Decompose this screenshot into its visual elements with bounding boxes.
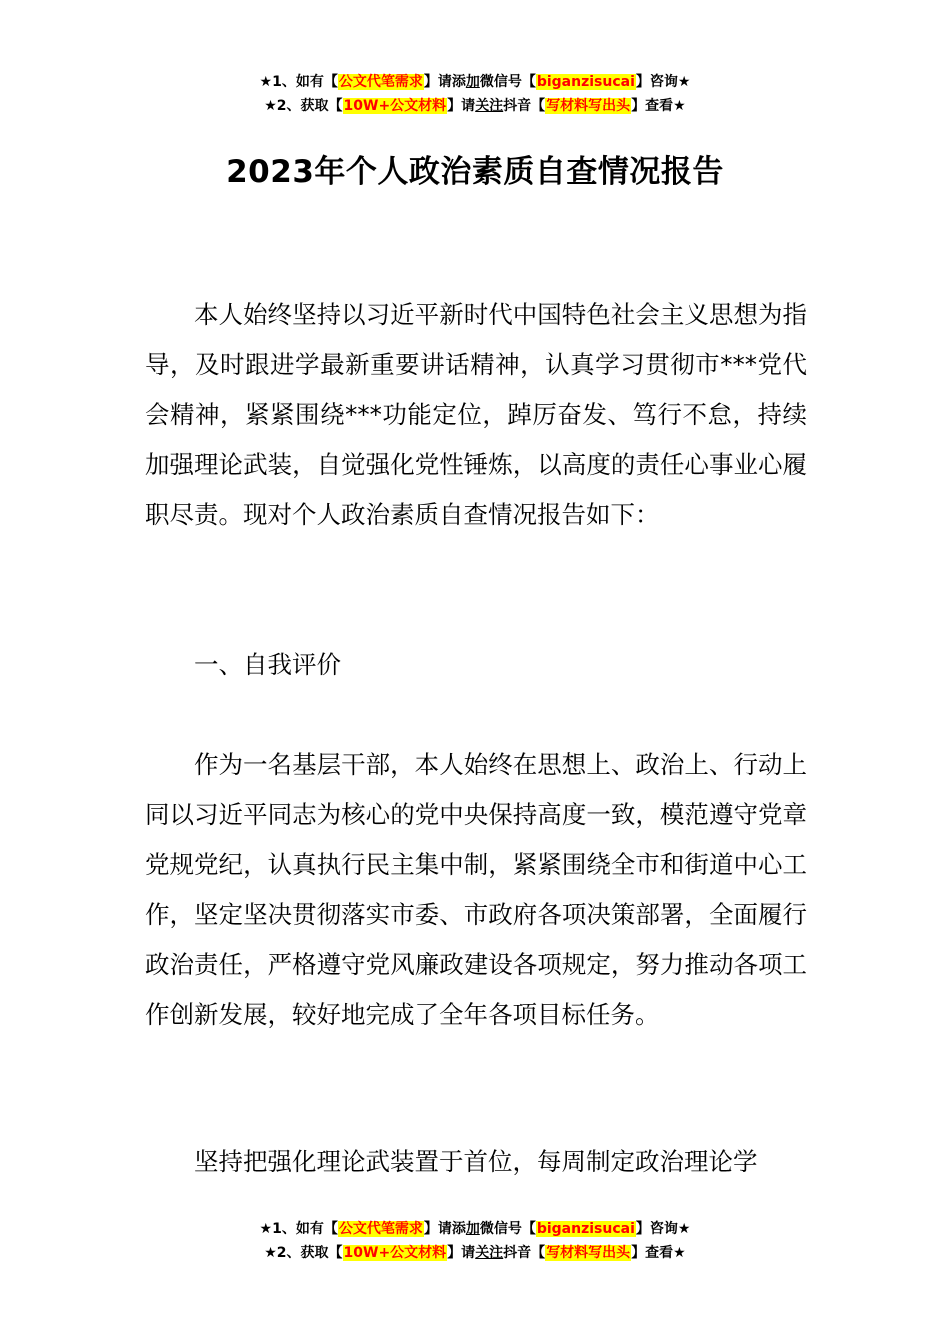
banner-highlight: 10W+公文材料 <box>343 98 447 114</box>
banner-text: 】请添 <box>423 1221 466 1237</box>
banner-underlined-text: 关注 <box>475 98 504 114</box>
document-title: 2023年个人政治素质自查情况报告 <box>226 154 724 190</box>
banner-highlight: biganzisucai <box>536 1221 635 1237</box>
banner-highlight: 10W+公文材料 <box>343 1245 447 1261</box>
banner-highlight: 公文代笔需求 <box>338 74 423 90</box>
banner-underlined-text: 关注 <box>475 1245 504 1261</box>
banner-text: ★1、如有【 <box>259 74 338 90</box>
banner-text: 抖音【 <box>503 1245 546 1261</box>
banner-highlight: biganzisucai <box>536 74 635 90</box>
banner-line-2 <box>0 94 950 118</box>
banner-text: 】请 <box>447 98 476 114</box>
banner-text: 微信号【 <box>479 74 536 90</box>
banner-highlight: 公文代笔需求 <box>338 1221 423 1237</box>
banner-text: 】查看★ <box>631 98 686 114</box>
banner-text: ★1、如有【 <box>259 1221 338 1237</box>
banner-underlined-text: 加 <box>465 74 480 90</box>
banner-highlight: 写材料写出头 <box>546 1245 631 1261</box>
header-banner <box>0 70 950 118</box>
paragraph-intro: 本人始终坚持以习近平新时代中国特色社会主义思想为指导，及时跟进学最新重要讲话精神，认真学习贯彻市***党代会精神，紧紧围绕***功能定位，踔厉奋发、笃行不怠，持续加强理论武装，自觉强化党性锤炼，以高度的责任心事业心履职尽责。现对个人政治素质自查情况报告如下： <box>145 300 807 529</box>
banner-text: 】查看★ <box>631 1245 686 1261</box>
banner-line-1 <box>0 70 950 94</box>
banner-line-1 <box>0 1217 950 1241</box>
banner-text: 】请添 <box>423 74 466 90</box>
paragraph-self-evaluation: 作为一名基层干部，本人始终在思想上、政治上、行动上同以习近平同志为核心的党中央保持高度一致，模范遵守党章党规党纪，认真执行民主集中制，紧紧围绕全市和街道中心工作，坚定坚决贯彻落实市委、市政府各项决策部署，全面履行政治责任，严格遵守党风廉政建设各项规定，努力推动各项工作创新发展，较好地完成了全年各项目标任务。 <box>145 750 807 1029</box>
banner-text: 微信号【 <box>479 1221 536 1237</box>
banner-highlight: 写材料写出头 <box>546 98 631 114</box>
banner-underlined-text: 加 <box>465 1221 480 1237</box>
banner-line-2 <box>0 1241 950 1265</box>
banner-text: 抖音【 <box>503 98 546 114</box>
footer-banner <box>0 1217 950 1265</box>
banner-text: 】咨询★ <box>635 74 691 90</box>
banner-text: ★2、获取【 <box>264 1245 343 1261</box>
banner-text: ★2、获取【 <box>264 98 343 114</box>
section-heading-self-evaluation: 一、自我评价 <box>194 650 341 679</box>
paragraph-theory: 坚持把强化理论武装置于首位，每周制定政治理论学 <box>194 1147 758 1176</box>
banner-text: 】请 <box>447 1245 476 1261</box>
banner-text: 】咨询★ <box>635 1221 691 1237</box>
